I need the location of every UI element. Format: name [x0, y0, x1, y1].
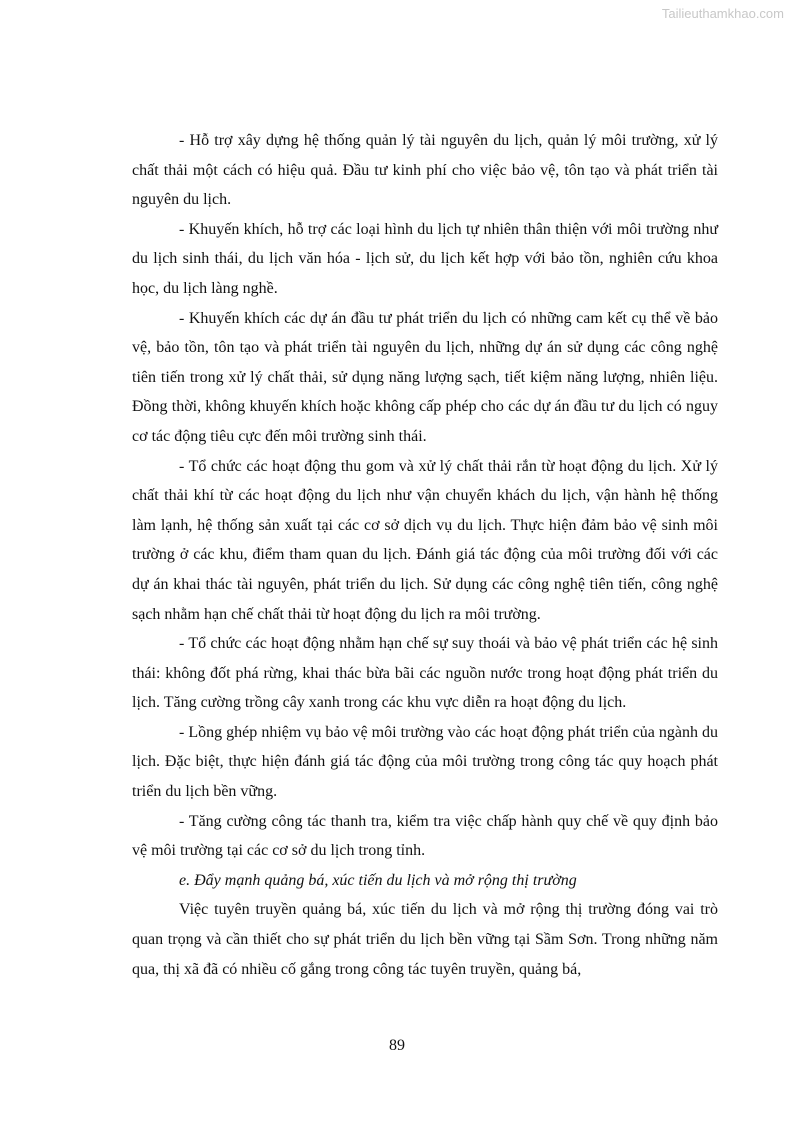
paragraph: - Khuyến khích, hỗ trợ các loại hình du lịch tự nhiên thân thiện với môi trường như du lịch sinh thái, du lịch văn hóa - lịch sử, du lịch kết hợp với bảo tồn, nghiên cứu khoa học, du lịch làng nghề. [132, 220, 718, 297]
paragraph: Việc tuyên truyền quảng bá, xúc tiến du lịch và mở rộng thị trường đóng vai trò quan trọng và cần thiết cho sự phát triển du lịch bền vững tại Sầm Sơn. Trong những năm qua, thị xã đã có nhiều cố gắng trong công tác tuyên truyền, quảng bá, [132, 901, 718, 978]
paragraph: - Tổ chức các hoạt động nhằm hạn chế sự suy thoái và bảo vệ phát triển các hệ sinh thái: không đốt phá rừng, khai thác bừa bãi các nguồn nước trong hoạt động phát triển du lịch. Tăng cường trồng cây xanh trong các khu vực diễn ra hoạt động du lịch. [132, 635, 718, 712]
watermark: Tailieuthamkhao.com [661, 6, 784, 21]
paragraph: - Lồng ghép nhiệm vụ bảo vệ môi trường vào các hoạt động phát triển của ngành du lịch. Đặc biệt, thực hiện đánh giá tác động của môi trường trong công tác quy hoạch phát triển du lịch bền vững. [132, 723, 718, 801]
paragraph: - Tăng cường công tác thanh tra, kiểm tra việc chấp hành quy chế về quy định bảo vệ môi trường tại các cơ sở du lịch trong tỉnh. [132, 812, 718, 860]
section-heading: e. Đẩy mạnh quảng bá, xúc tiến du lịch và mở rộng thị trường [179, 871, 577, 889]
page-number: 89 [389, 1037, 405, 1054]
paragraph: - Hỗ trợ xây dựng hệ thống quản lý tài nguyên du lịch, quản lý môi trường, xử lý chất thải một cách có hiệu quả. Đầu tư kinh phí cho việc bảo vệ, tôn tạo và phát triển tài nguyên du lịch. [132, 132, 718, 209]
paragraph: - Khuyến khích các dự án đầu tư phát triển du lịch có những cam kết cụ thể về bảo vệ, bảo tồn, tôn tạo và phát triển tài nguyên du lịch, những dự án sử dụng các công nghệ tiên tiến trong xử lý chất thải, sử dụng năng lượng sạch, tiết kiệm năng lượng, nhiên liệu. Đồng thời, không khuyến khích hoặc không cấp phép cho các dự án đầu tư du lịch có nguy cơ tác động tiêu cực đến môi trường sinh thái. [132, 309, 718, 445]
document-body [132, 126, 718, 984]
paragraph: - Tổ chức các hoạt động thu gom và xử lý chất thải rắn từ hoạt động du lịch. Xử lý chất thải khí từ các hoạt động du lịch như vận chuyển khách du lịch, vận hành hệ thống làm lạnh, hệ thống sản xuất tại các cơ sở dịch vụ du lịch. Thực hiện đảm bảo vệ sinh môi trường ở các khu, điểm tham quan du lịch. Đánh giá tác động của môi trường đối với các dự án khai thác tài nguyên, phát triển du lịch. Sử dụng các công nghệ tiên tiến, công nghệ sạch nhằm hạn chế chất thải từ hoạt động du lịch ra môi trường. [132, 457, 718, 623]
